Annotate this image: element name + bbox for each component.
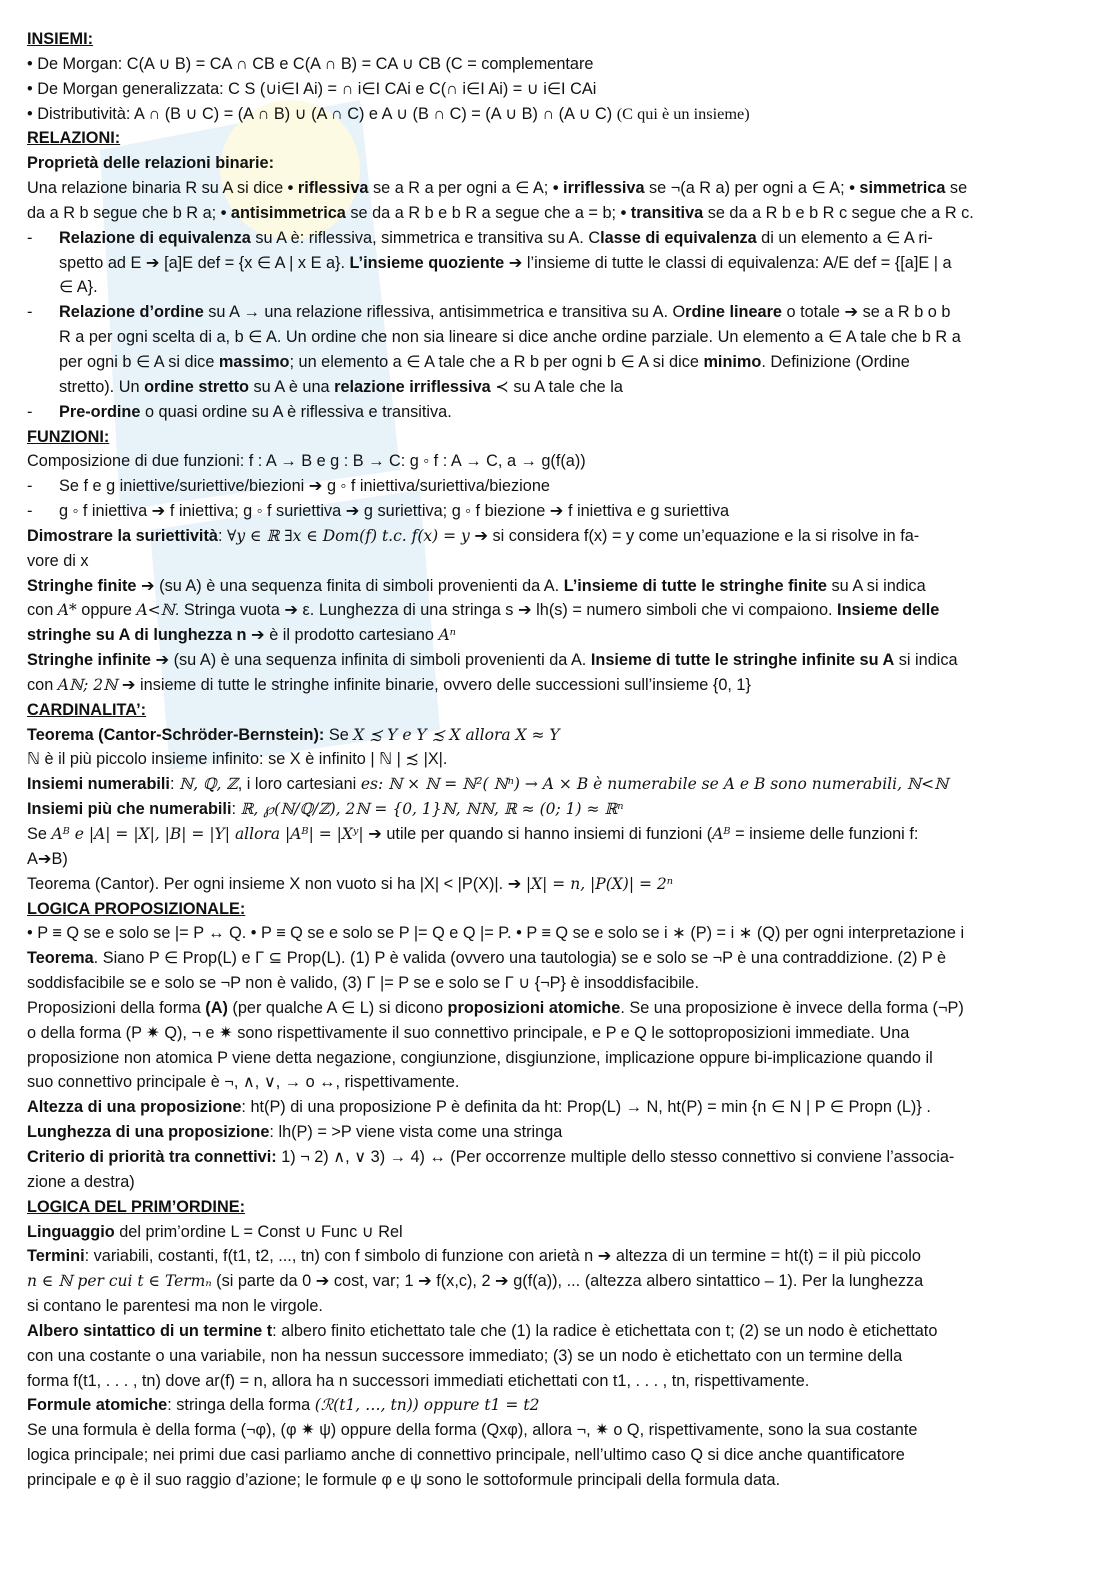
teorema-prop-line-2: soddisfacibile se e solo se ¬P non è valido, (3) Γ |= P se e solo se Γ ∪ {¬P} è insoddisfacibile. [27,974,700,993]
proposizioni-line-3: proposizione non atomica P viene detta negazione, congiunzione, disgiunzione, implicazione oppure bi-implicazione quando il [27,1048,933,1067]
arrow-icon: ➔ [345,502,360,521]
arrow-icon: ➔ [315,1272,330,1291]
heading-relazioni: RELAZIONI: [27,129,121,148]
heading-insiemi: INSIEMI: [27,30,94,48]
insiemi-funzioni: Se Aᴮ e |A| = |X|, |B| = |Y| allora |Aᴮ| = |Xʸ| ➔ utile per quando si hanno insiemi di funzioni (Aᴮ = insieme delle funzioni f: [27,825,919,843]
formule-atomiche: Formule atomiche: stringa della forma (ℛ(t1, …, tn)) oppure t1 = t2 [27,1396,540,1415]
arrow-icon: ➔ [155,651,170,670]
albero-line-3: forma f(t1, . . . , tn) dove ar(f) = n, allora ha n successori immediati etichettati con t1, . . . , tn, rispettivamente. [27,1371,810,1390]
de-morgan: • De Morgan: C(A ∪ B) = CA ∩ CB e C(A ∩ B) = CA ∪ CB (C = complementare [27,54,594,73]
insiemi-piu-che-numerabili: Insiemi più che numerabili: ℝ, ℘(ℕ/ℚ/ℤ), 2ℕ = {0, 1}ℕ, ℕℕ, ℝ ≈ (0; 1) ≈ ℝⁿ [27,800,624,819]
arrow-icon: ➔ [284,601,299,620]
stringhe-infinite: Stringhe infinite ➔ (su A) è una sequenza infinita di simboli provenienti da A. Insieme di tutte le stringhe infinite su A si indica [27,651,958,670]
composizione: Composizione di due funzioni: f : A → B e g : B → C: g ◦ f : A → C, a → g(f(a)) [27,452,586,471]
formula-line-2: logica principale; nei primi due casi parliamo anche di connettivo principale, nell’ultimo caso Q si dice anche quantificatore [27,1446,905,1465]
insiemi-funzioni-line-2: A➔B) [27,849,68,868]
composizione-item-1: - Se f e g iniettive/suriettive/biezioni ➔ g ◦ f iniettiva/suriettiva/biezione [27,477,550,496]
proprieta-line-1: Una relazione binaria R su A si dice • riflessiva se a R a per ogni a ∈ A; • irriflessiva se ¬(a R a) per ogni a ∈ A; • simmetrica se [27,179,968,198]
arrow-icon: ➔ [368,825,382,843]
arrow-icon: ➔ [517,601,532,620]
equivalenza-item: - Relazione di equivalenza su A è: riflessiva, simmetrica e transitiva su A. Classe di equivalenza di un elemento a ∈ A ri- [27,228,933,247]
heading-cardinalita: CARDINALITA’: [27,700,147,719]
heading-funzioni: FUNZIONI: [27,427,110,446]
criterio-priorita-line-2: zione a destra) [27,1172,135,1191]
lunghezza-proposizione: Lunghezza di una proposizione: lh(P) = >P viene vista come una stringa [27,1123,563,1142]
heading-logica-proposizionale: LOGICA PROPOSIZIONALE: [27,899,246,918]
termini-line-2: n ∈ ℕ per cui t ∈ Termₙ (si parte da 0 ➔ cost, var; 1 ➔ f(x,c), 2 ➔ g(f(a)), ... (altezza albero sintattico – 1). Per la lunghezza [27,1272,924,1291]
arrow-icon: ➔ [507,874,522,893]
equivalenza-line-2: spetto ad E ➔ [a]E def = {x ∈ A | x E a}. L’insieme quoziente ➔ l’insieme di tutte le classi di equivalenza: A/E def = {[a]E | a [59,253,952,272]
arrow-icon: ➔ [597,1247,612,1266]
termini: Termini: variabili, costanti, f(t1, t2, ..., tn) con f simbolo di funzione con arietà n ➔ altezza di un termine = ht(t) = il più piccolo [27,1247,921,1266]
arrow-icon: ➔ [121,675,136,694]
linguaggio: Linguaggio del prim’ordine L = Const ∪ Func ∪ Rel [27,1222,403,1241]
suriettivita-line-2: vore di x [27,551,89,570]
formula-line-3: principale e φ è il suo raggio d’azione; le formule φ e ψ sono le sottoformule principali della formula data. [27,1470,781,1489]
proposizioni-line-2: o della forma (P ✷ Q), ¬ e ✷ sono rispettivamente il suo connettivo principale, e P e Q le sottoproposizioni immediate. Una [27,1023,910,1042]
preordine-item: - Pre-ordine o quasi ordine su A è riflessiva e transitiva. [27,402,452,421]
altezza-proposizione: Altezza di una proposizione: ht(P) di una proposizione P è definita da ht: Prop(L) → N, ht(P) = min {n ∈ N | P ∈ Propn (L)} . [27,1098,931,1117]
ordine-line-3: per ogni b ∈ A si dice massimo; un elemento a ∈ A tale che a R b per ogni b ∈ A si dice minimo. Definizione (Ordine [59,352,910,371]
teorema-prop: Teorema. Siano P ∈ Prop(L) e Γ ⊆ Prop(L). (1) P è valida (ovvero una tautologia) se e solo se ¬P è una contraddizione. (2) P è [27,949,947,968]
composizione-item-2: - g ◦ f iniettiva ➔ f iniettiva; g ◦ f suriettiva ➔ g suriettiva; g ◦ f biezione ➔ f iniettiva e g suriettiva [27,502,730,521]
document-page [27,27,1089,1493]
equivalenza-line-3: ∈ A}. [59,278,98,297]
suriettivita: Dimostrare la suriettività: ∀y ∈ ℝ ∃x ∈ Dom(f) t.c. f(x) = y ➔ si considera f(x) = y come un’equazione e la si risolve in fa- [27,526,920,545]
equivalenza-logica: • P ≡ Q se e solo se |= P ↔ Q. • P ≡ Q se e solo se P |= Q e Q |= P. • P ≡ Q se e solo se i ∗ (P) = i ∗ (Q) per ogni interpretazione i [27,924,965,943]
termini-line-3: si contano le parentesi ma non le virgole. [27,1297,323,1316]
arrow-icon: ➔ [251,626,265,645]
criterio-priorita: Criterio di priorità tra connettivi: 1) ¬ 2) ∧, ∨ 3) → 4) ↔ (Per occorrenze multiple dello stesso connettivo si conviene l’associa- [27,1147,955,1166]
de-morgan-generalizzata: • De Morgan generalizzata: C S (∪i∈I Ai) = ∩ i∈I CAi e C(∩ i∈I Ai) = ∪ i∈I CAi [27,79,597,98]
proposizioni-line-4: suo connettivo principale è ¬, ∧, ∨, → o ↔, rispettivamente. [27,1073,460,1092]
arrow-icon: ➔ [418,1272,432,1291]
proprieta-line-2: da a R b segue che b R a; • antisimmetrica se da a R b e b R a segue che a = b; • transitiva se da a R b e b R c segue che a R c. [27,203,974,222]
arrow-icon: ➔ [844,303,859,322]
insiemi-numerabili: Insiemi numerabili: ℕ, ℚ, ℤ, i loro cartesiani es: ℕ × ℕ = ℕ²( ℕⁿ) → A × B è numerabile se A e B sono numerabili, ℕ<ℕ [27,775,949,794]
stringhe-finite-line-3: stringhe su A di lunghezza n ➔ è il prodotto cartesiano Aⁿ [27,626,456,645]
arrow-icon: ➔ [140,576,155,595]
infinito-minimo: ℕ è il più piccolo insieme infinito: se X è infinito | ℕ | ≾ |X|. [27,750,448,769]
albero-line-2: con una costante o una variabile, non ha nessun successore immediato; (3) se un nodo è etichettato con un termine della [27,1346,903,1365]
heading-logica-prim-ordine: LOGICA DEL PRIM’ORDINE: [27,1197,245,1216]
ordine-item: - Relazione d’ordine su A → una relazione riflessiva, antisimmetrica e transitiva su A. Ordine lineare o totale ➔ se a R b o b [27,303,951,322]
distributivita: • Distributività: A ∩ (B ∪ C) = (A ∩ B) ∪ (A ∩ C) e A ∪ (B ∩ C) = (A ∪ B) ∩ (A ∪ C) (C qui è un insieme) [27,103,750,123]
proposizioni-atomiche: Proposizioni della forma (A) (per qualche A ∈ L) si dicono proposizioni atomiche. Se una proposizione è invece della forma (¬P) [27,998,964,1017]
arrow-icon: ➔ [37,849,52,868]
arrow-icon: ➔ [495,1272,509,1291]
subheading-proprieta: Proprietà delle relazioni binarie: [27,154,275,173]
ordine-line-4: stretto). Un ordine stretto su A è una relazione irriflessiva ≺ su A tale che la [59,377,623,396]
arrow-icon: ➔ [308,477,323,496]
albero-sintattico: Albero sintattico di un termine t: albero finito etichettato tale che (1) la radice è etichettata con t; (2) se un nodo è etichettato [27,1321,938,1340]
arrow-icon: ➔ [145,253,160,272]
stringhe-infinite-line-2: con Aℕ; 2ℕ ➔ insieme di tutte le stringhe infinite binarie, ovvero delle successioni sull’insieme {0, 1} [27,675,751,694]
arrow-icon: ➔ [508,253,523,272]
ordine-line-2: R a per ogni scelta di a, b ∈ A. Un ordine che non sia lineare si dice anche ordine parziale. Un elemento a ∈ A tale che b R a [59,328,961,347]
stringhe-finite-line-2: con A* oppure A<ℕ. Stringa vuota ➔ ε. Lunghezza di una stringa s ➔ lh(s) = numero simboli che vi compaiono. Insieme delle [27,601,940,620]
teorema-csb: Teorema (Cantor-Schröder-Bernstein): Se X ≾ Y e Y ≾ X allora X ≈ Y [27,725,560,744]
arrow-icon: ➔ [151,502,166,521]
arrow-icon: ➔ [549,502,564,521]
teorema-cantor: Teorema (Cantor). Per ogni insieme X non vuoto si ha |X| < |P(X)|. ➔ |X| = n, |P(X)| = 2ⁿ [27,874,674,893]
arrow-icon: ➔ [474,526,488,545]
formula-line-1: Se una formula è della forma (¬φ), (φ ✷ ψ) oppure della forma (Qxφ), allora ¬, ✷ o Q, rispettivamente, sono la sua costante [27,1421,918,1440]
stringhe-finite: Stringhe finite ➔ (su A) è una sequenza finita di simboli provenienti da A. L’insieme di tutte le stringhe finite su A si indica [27,576,926,595]
